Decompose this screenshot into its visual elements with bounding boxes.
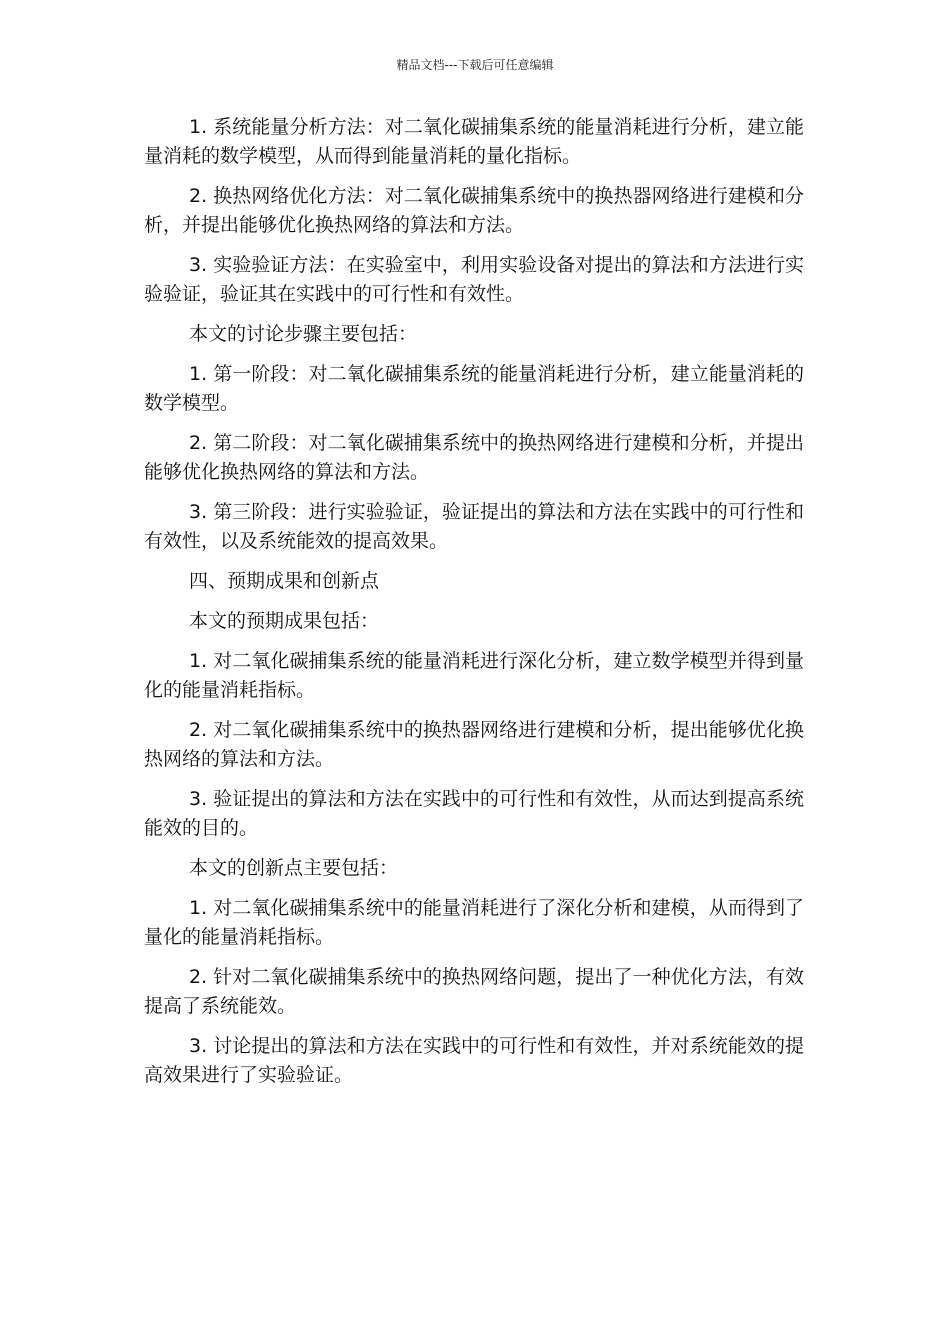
paragraph-outcome-1: 1. 对二氧化碳捕集系统的能量消耗进行深化分析，建立数学模型并得到量化的能量消耗指标。 bbox=[144, 650, 804, 701]
paragraph-step-1: 1. 第一阶段：对二氧化碳捕集系统的能量消耗进行分析，建立能量消耗的数学模型。 bbox=[144, 363, 804, 414]
paragraph-outcome-2: 2. 对二氧化碳捕集系统中的换热器网络进行建模和分析，提出能够优化换热网络的算法和方法。 bbox=[144, 719, 804, 770]
page-header: 精品文档---下载后可任意编辑 bbox=[396, 58, 554, 72]
paragraph-innovation-3: 3. 讨论提出的算法和方法在实践中的可行性和有效性，并对系统能效的提高效果进行了实验验证。 bbox=[144, 1035, 804, 1086]
paragraph-step-2: 2. 第二阶段：对二氧化碳捕集系统中的换热网络进行建模和分析，并提出能够优化换热网络的算法和方法。 bbox=[144, 432, 804, 483]
document-body bbox=[144, 113, 804, 1101]
paragraph-method-1: 1. 系统能量分析方法：对二氧化碳捕集系统的能量消耗进行分析，建立能量消耗的数学模型，从而得到能量消耗的量化指标。 bbox=[144, 116, 804, 167]
paragraph-method-3: 3. 实验验证方法：在实验室中，利用实验设备对提出的算法和方法进行实验验证，验证其在实践中的可行性和有效性。 bbox=[144, 254, 804, 305]
section-heading-outcomes: 四、预期成果和创新点 bbox=[189, 570, 380, 592]
paragraph-outcome-3: 3. 验证提出的算法和方法在实践中的可行性和有效性，从而达到提高系统能效的目的。 bbox=[144, 788, 804, 839]
paragraph-method-2: 2. 换热网络优化方法：对二氧化碳捕集系统中的换热器网络进行建模和分析，并提出能够优化换热网络的算法和方法。 bbox=[144, 185, 804, 236]
paragraph-steps-intro: 本文的讨论步骤主要包括： bbox=[189, 323, 418, 345]
paragraph-outcomes-intro: 本文的预期成果包括： bbox=[189, 610, 380, 632]
paragraph-step-3: 3. 第三阶段：进行实验验证，验证提出的算法和方法在实践中的可行性和有效性，以及系统能效的提高效果。 bbox=[144, 501, 804, 552]
paragraph-innovations-intro: 本文的创新点主要包括： bbox=[189, 857, 399, 879]
paragraph-innovation-2: 2. 针对二氧化碳捕集系统中的换热网络问题，提出了一种优化方法，有效提高了系统能效。 bbox=[144, 966, 804, 1017]
paragraph-innovation-1: 1. 对二氧化碳捕集系统中的能量消耗进行了深化分析和建模，从而得到了量化的能量消耗指标。 bbox=[144, 897, 804, 948]
